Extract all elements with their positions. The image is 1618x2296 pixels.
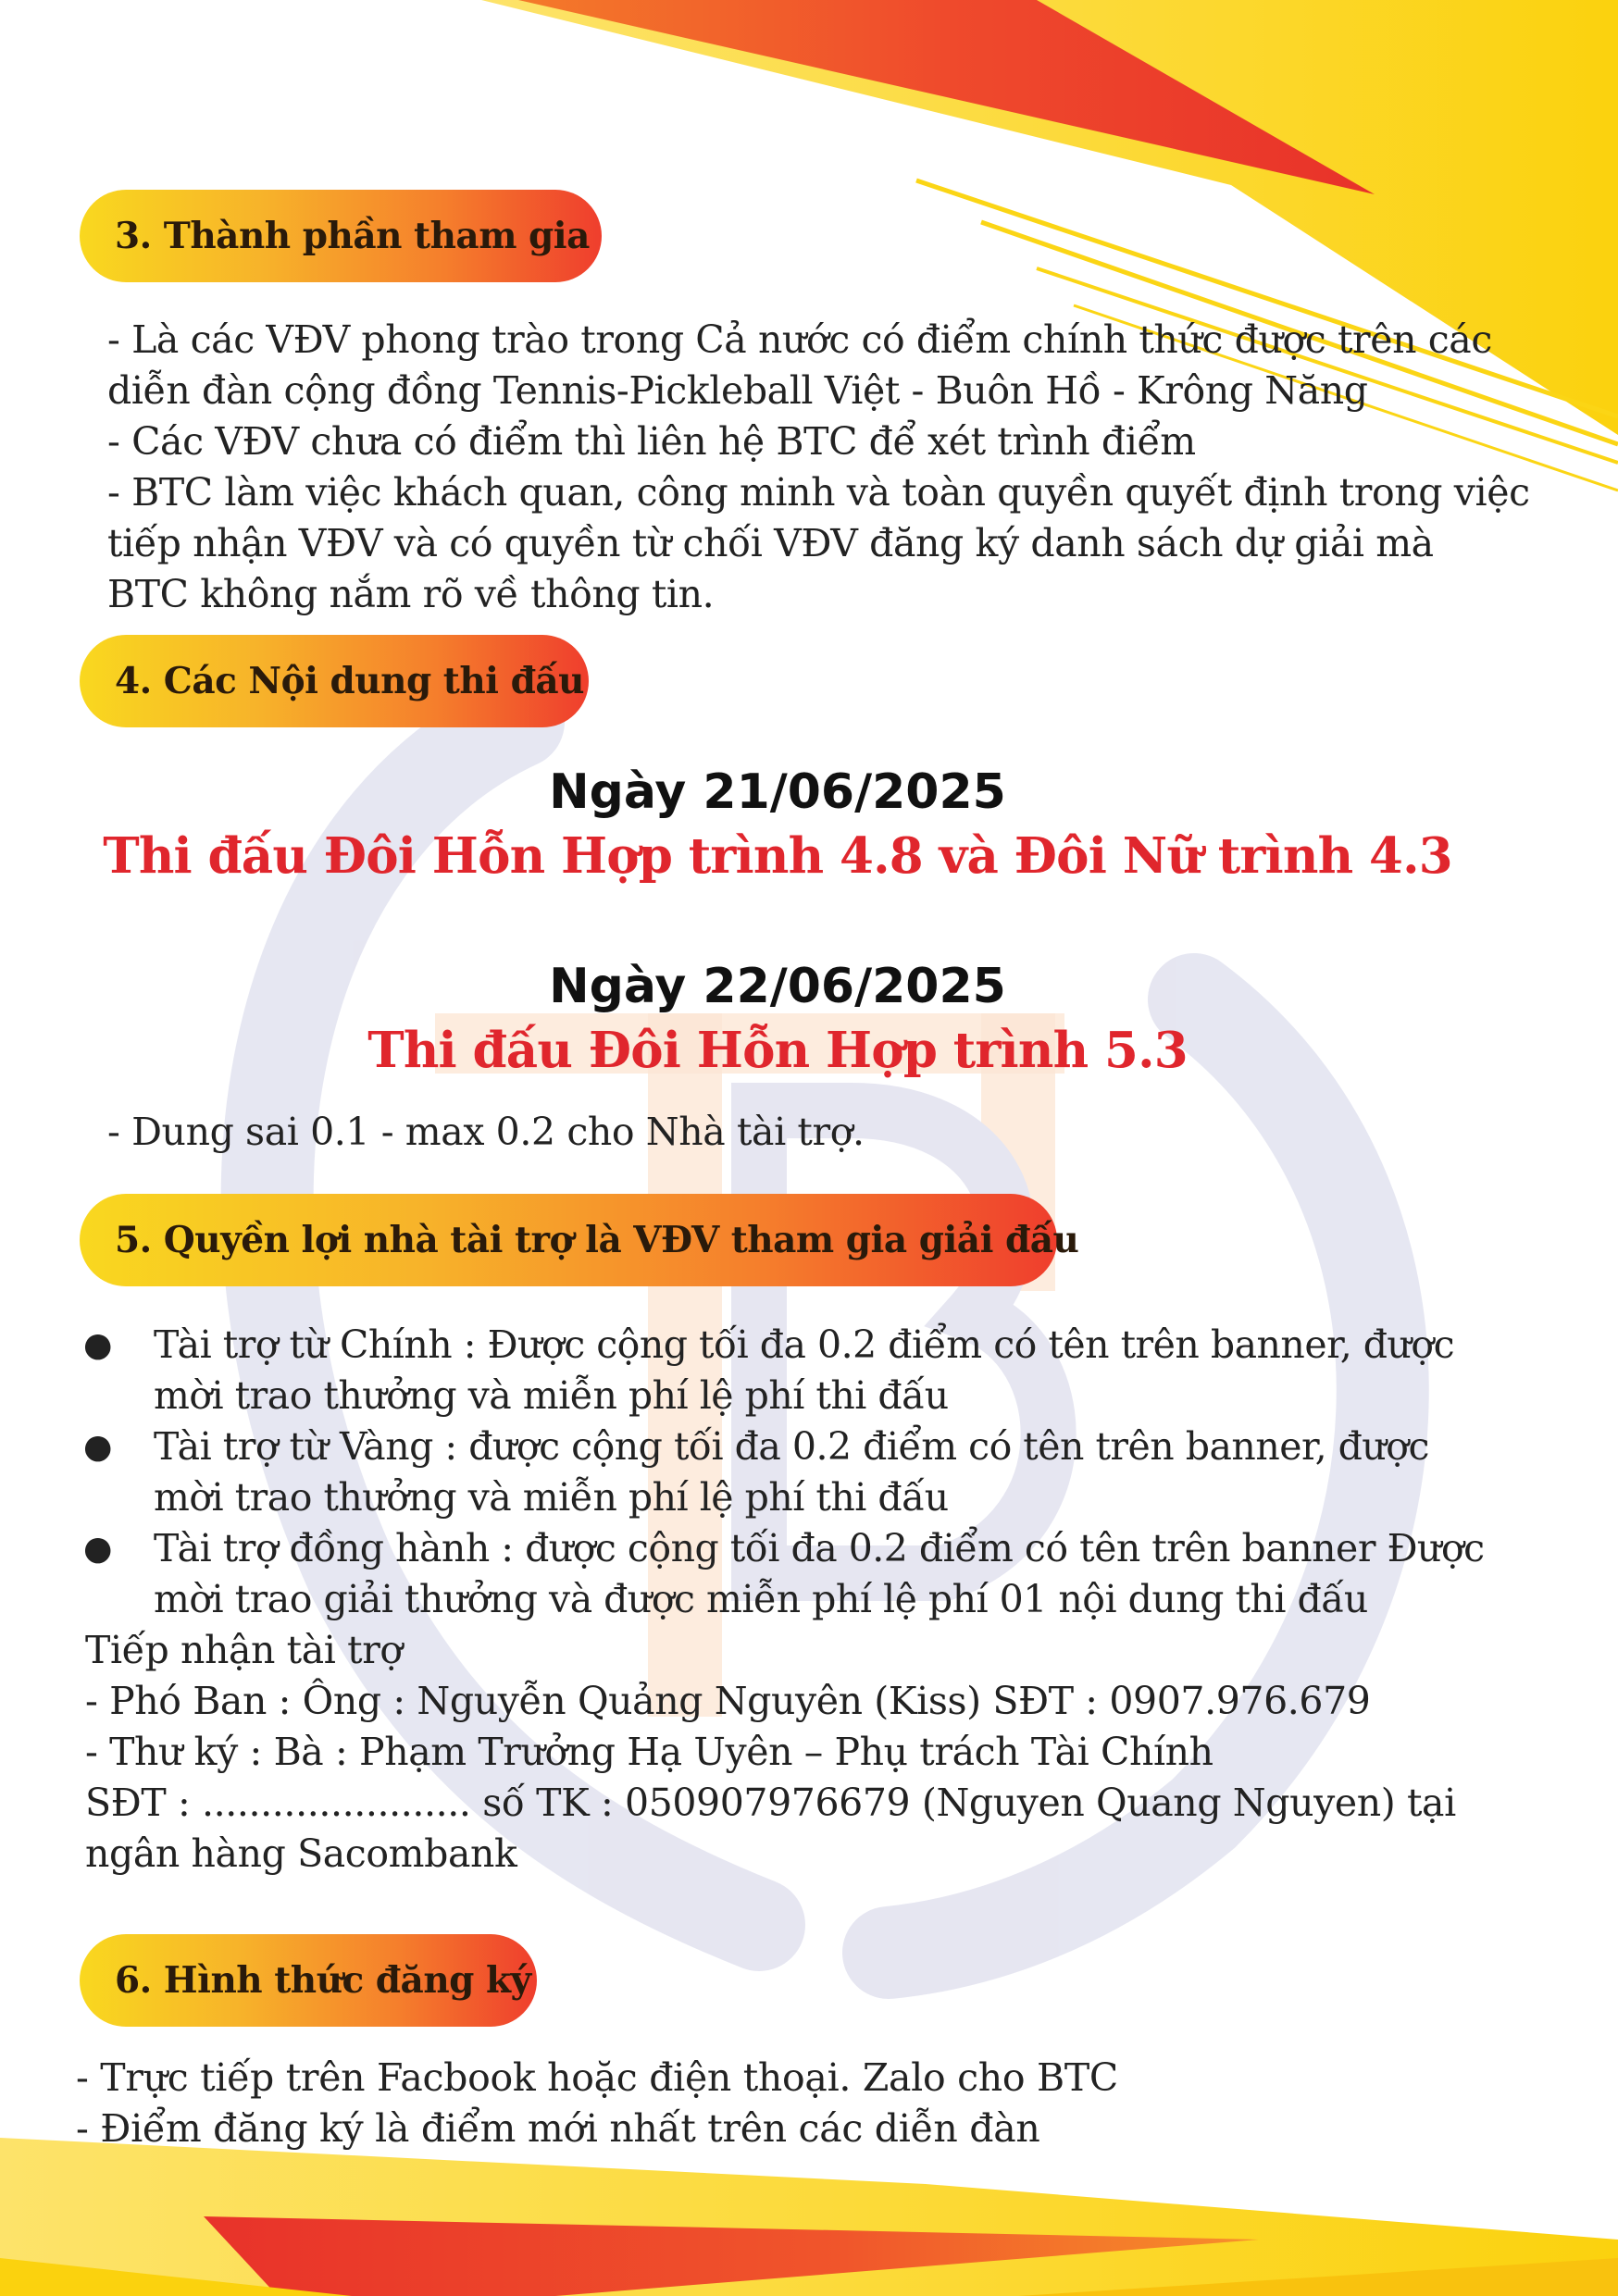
list-item [83, 1421, 1527, 1523]
text-line: - Điểm đăng ký là điểm mới nhất trên các diễn đàn [76, 2106, 1040, 2151]
section-3-title: 3. Thành phần tham gia [115, 215, 590, 257]
text-line: tiếp nhận VĐV và có quyền từ chối VĐV đăng ký danh sách dự giải mà [107, 521, 1434, 565]
tolerance-note [107, 1107, 1533, 1158]
text-line: - Trực tiếp trên Facbook hoặc điện thoại. Zalo cho BTC [76, 2055, 1118, 2100]
text-line: - Dung sai 0.1 - max 0.2 cho Nhà tài trợ. [107, 1110, 865, 1154]
text-line: mời trao giải thưởng và được miễn phí lệ phí 01 nội dung thi đấu [154, 1577, 1368, 1621]
list-item [83, 1320, 1527, 1421]
text-line: - Là các VĐV phong trào trong Cả nước có điểm chính thức được trên các [107, 317, 1492, 362]
text-line: Tiếp nhận tài trợ [85, 1628, 403, 1672]
section-4-heading [80, 635, 589, 727]
day-1-event: Thi đấu Đôi Hỗn Hợp trình 4.8 và Đôi Nữ trình 4.3 [103, 827, 1452, 885]
day-2-event: Thi đấu Đôi Hỗn Hợp trình 5.3 [367, 1022, 1188, 1079]
section-3-body [107, 315, 1533, 620]
bullet-icon: ● [83, 1326, 112, 1364]
text-line: ngân hàng Sacombank [85, 1831, 517, 1876]
text-line: Tài trợ đồng hành : được cộng tối đa 0.2 điểm có tên trên banner Được [154, 1526, 1485, 1570]
section-3-heading [80, 190, 602, 282]
text-line: BTC không nắm rõ về thông tin. [107, 572, 715, 616]
text-line: - Thư ký : Bà : Phạm Trưởng Hạ Uyên – Phụ trách Tài Chính [85, 1730, 1214, 1774]
sponsor-contact [85, 1625, 1548, 1880]
section-5-title: 5. Quyền lợi nhà tài trợ là VĐV tham gia giải đấu [115, 1219, 1079, 1261]
text-line: mời trao thưởng và miễn phí lệ phí thi đấu [154, 1475, 949, 1520]
day-1-date: Ngày 21/06/2025 [549, 764, 1006, 820]
section-6-title: 6. Hình thức đăng ký [115, 1959, 531, 2002]
text-line: - Phó Ban : Ông : Nguyễn Quảng Nguyên (Kiss) SĐT : 0907.976.679 [85, 1679, 1371, 1723]
section-4-title: 4. Các Nội dung thi đấu [115, 660, 584, 702]
day-2-date: Ngày 22/06/2025 [549, 959, 1006, 1014]
list-item [83, 1523, 1527, 1625]
bullet-icon: ● [83, 1530, 112, 1568]
text-line: diễn đàn cộng đồng Tennis-Pickleball Việt - Buôn Hồ - Krông Năng [107, 368, 1368, 413]
text-line: Tài trợ từ Vàng : được cộng tối đa 0.2 điểm có tên trên banner, được [154, 1424, 1429, 1469]
bullet-icon: ● [83, 1428, 112, 1466]
text-line: Tài trợ từ Chính : Được cộng tối đa 0.2 điểm có tên trên banner, được [154, 1322, 1455, 1367]
section-6-heading [80, 1934, 537, 2027]
sponsor-benefits-list [83, 1320, 1527, 1625]
text-line: SĐT : ....................... số TK : 050907976679 (Nguyen Quang Nguyen) tại [85, 1781, 1456, 1825]
text-line: mời trao thưởng và miễn phí lệ phí thi đấu [154, 1373, 949, 1418]
text-line: - BTC làm việc khách quan, công minh và toàn quyền quyết định trong việc [107, 470, 1530, 515]
section-5-heading [80, 1194, 1079, 1286]
registration-info [76, 2053, 1538, 2154]
text-line: - Các VĐV chưa có điểm thì liên hệ BTC để xét trình điểm [107, 419, 1196, 464]
